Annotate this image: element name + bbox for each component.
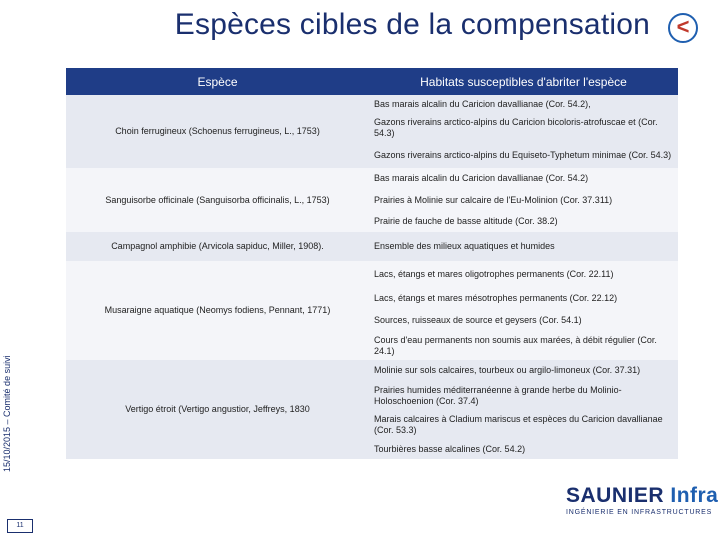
species-cell: Musaraigne aquatique (Neomys fodiens, Pennant, 1771) [66,261,369,360]
habitat-cell: Ensemble des milieux aquatiques et humides [369,232,678,261]
back-nav-button[interactable]: < [668,13,698,43]
sidebar-date-text: 15/10/2015 – Comité de suivi [2,355,12,472]
page-title: Espèces cibles de la compensation [174,8,650,41]
habitat-cell: Marais calcaires à Cladium mariscus et espèces du Caricion davallianae (Cor. 53.3) [369,411,678,439]
header-habitats: Habitats susceptibles d'abriter l'espèce [369,68,678,95]
saunier-infra-logo [566,484,719,516]
habitat-cell: Cours d'eau permanents non soumis aux marées, à débit régulier (Cor. 24.1) [369,331,678,360]
habitat-cell: Bas marais alcalin du Caricion davallianae (Cor. 54.2), [369,95,678,114]
habitat-cell: Bas marais alcalin du Caricion davallianae (Cor. 54.2) [369,168,678,189]
habitat-cell: Prairie de fauche de basse altitude (Cor. 38.2) [369,211,678,232]
habitat-cell: Lacs, étangs et mares oligotrophes permanents (Cor. 22.11) [369,261,678,287]
species-cell: Sanguisorbe officinale (Sanguisorba officinalis, L., 1753) [66,168,369,232]
species-cell: Campagnol amphibie (Arvicola sapiduc, Miller, 1908). [66,232,369,261]
habitat-cell: Tourbières basse alcalines (Cor. 54.2) [369,439,678,459]
header-species: Espèce [66,68,369,95]
habitat-cell: Gazons riverains arctico-alpins du Caricion bicoloris-atrofuscae et (Cor. 54.3) [369,114,678,142]
habitat-cell: Sources, ruisseaux de source et geysers (Cor. 54.1) [369,309,678,331]
logo-brand-accent: Infra [670,484,719,507]
page-number: 11 [7,519,33,533]
habitat-cell: Molinie sur sols calcaires, tourbeux ou argilo-limoneux (Cor. 37.31) [369,360,678,381]
logo-wordmark [566,484,719,508]
species-cell: Vertigo étroit (Vertigo angustior, Jeffreys, 1830 [66,360,369,459]
habitat-cell: Prairies à Molinie sur calcaire de l'Eu-Molinion (Cor. 37.311) [369,189,678,211]
logo-tagline: INGÉNIERIE EN INFRASTRUCTURES [566,509,713,516]
species-table [66,68,678,459]
species-cell: Choin ferrugineux (Schoenus ferrugineus, L., 1753) [66,95,369,168]
habitat-cell: Gazons riverains arctico-alpins du Equiseto-Typhetum minimae (Cor. 54.3) [369,142,678,168]
habitat-cell: Prairies humides méditerranéenne à grande herbe du Molinio-Holoschoenion (Cor. 37.4) [369,381,678,411]
habitat-cell: Lacs, étangs et mares mésotrophes permanents (Cor. 22.12) [369,287,678,309]
logo-brand: SAUNIER [566,484,665,507]
